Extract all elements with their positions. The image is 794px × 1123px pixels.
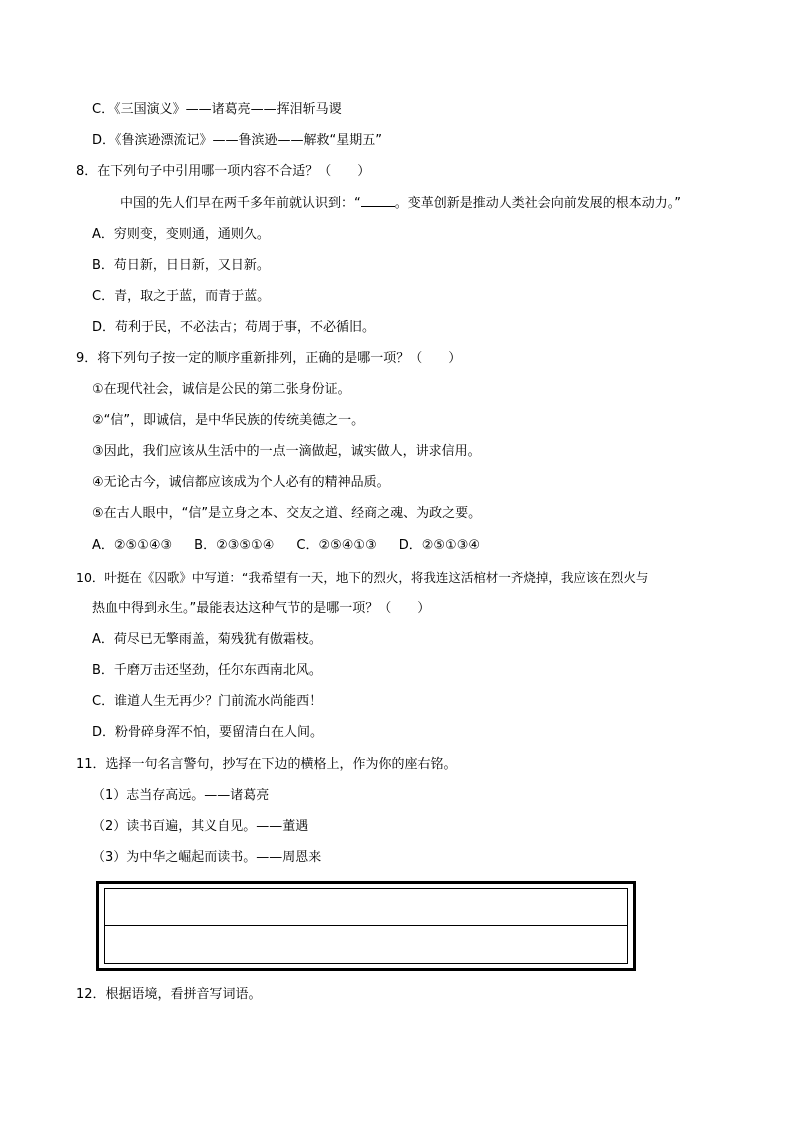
q7-option-c: C．《三国演义》——诸葛亮——挥泪斩马谡 bbox=[92, 102, 342, 117]
fill-blank[interactable] bbox=[361, 194, 395, 207]
q10-stem-line1: 10．叶挺在《囚歌》中写道：“我希望有一天，地下的烈火，将我连这活棺材一齐烧掉，我应该在烈火与 bbox=[76, 570, 649, 585]
q10-option-b: B．千磨万击还坚劲，任尔东西南北风。 bbox=[92, 663, 322, 678]
q11-item-1: （1）志当存高远。——诸葛亮 bbox=[92, 788, 270, 803]
q9-sentence-3: ③因此，我们应该从生活中的一点一滴做起，诚实做人，讲求信用。 bbox=[92, 444, 481, 459]
q12-stem: 12．根据语境，看拼音写词语。 bbox=[76, 987, 262, 1002]
q8-quote-after: 。变革创新是推动人类社会向前发展的根本动力。” bbox=[394, 196, 681, 211]
q8-option-a: A．穷则变，变则通，通则久。 bbox=[92, 227, 270, 242]
q11-stem: 11．选择一句名言警句，抄写在下边的横格上，作为你的座右铭。 bbox=[76, 757, 457, 772]
q9-sentence-4: ④无论古今，诚信都应该成为个人必有的精神品质。 bbox=[92, 475, 390, 490]
writing-grid-inner-border bbox=[104, 888, 628, 964]
q10-option-a: A．荷尽已无擎雨盖，菊残犹有傲霜枝。 bbox=[92, 632, 322, 647]
q9-option-c: C．②⑤④①③ bbox=[296, 538, 377, 553]
q9-stem: 9．将下列句子按一定的顺序重新排列，正确的是哪一项？（ ） bbox=[76, 351, 462, 366]
q10-option-c: C．谁道人生无再少？门前流水尚能西！ bbox=[92, 694, 323, 709]
q11-item-2: （2）读书百遍，其义自见。——董遇 bbox=[92, 819, 309, 834]
q7-option-d: D．《鲁滨逊漂流记》——鲁滨逊——解救“星期五” bbox=[92, 133, 382, 148]
q9-sentence-2: ②“信”，即诚信，是中华民族的传统美德之一。 bbox=[92, 413, 365, 428]
q11-item-3: （3）为中华之崛起而读书。——周恩来 bbox=[92, 850, 322, 865]
q10-stem-line2: 热血中得到永生。”最能表达这种气节的是哪一项？（ ） bbox=[92, 601, 431, 616]
q9-option-a: A．②⑤①④③ bbox=[92, 538, 173, 553]
q9-option-d: D．②⑤①③④ bbox=[398, 538, 481, 553]
q9-option-b: B．②③⑤①④ bbox=[194, 538, 275, 553]
q9-sentence-1: ①在现代社会，诚信是公民的第二张身份证。 bbox=[92, 382, 351, 397]
q8-option-d: D．苟利于民，不必法古；苟周于事，不必循旧。 bbox=[92, 320, 376, 335]
q8-stem: 8．在下列句子中引用哪一项内容不合适？（ ） bbox=[76, 164, 371, 179]
q8-option-c: C．青，取之于蓝，而青于蓝。 bbox=[92, 289, 271, 304]
writing-grid-rule bbox=[104, 925, 628, 926]
q9-options bbox=[92, 537, 502, 555]
q10-option-d: D．粉骨碎身浑不怕，要留清白在人间。 bbox=[92, 725, 324, 740]
q8-quote bbox=[120, 194, 681, 213]
q8-quote-before: 中国的先人们早在两千多年前就认识到：“ bbox=[120, 196, 361, 211]
q9-sentence-5: ⑤在古人眼中，“信”是立身之本、交友之道、经商之魂、为政之要。 bbox=[92, 506, 482, 521]
q8-option-b: B．苟日新，日日新，又日新。 bbox=[92, 258, 270, 273]
